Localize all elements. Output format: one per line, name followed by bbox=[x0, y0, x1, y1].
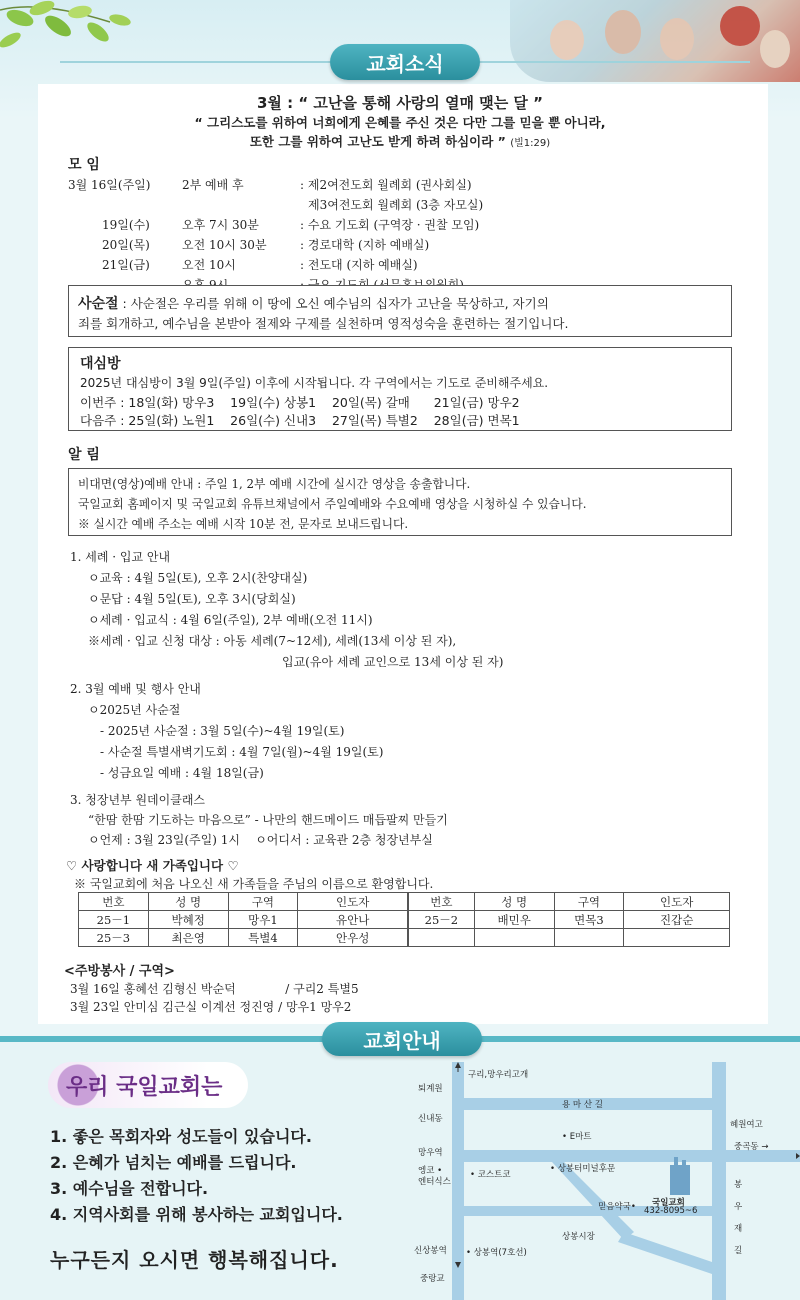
notice-2-line: - 2025년 사순절 : 3월 5일(수)~4월 19일(토) bbox=[100, 724, 345, 738]
guide-intro: 우리 국일교회는 bbox=[48, 1062, 248, 1108]
new-family-heading: ♡ 사랑합니다 새 가족입니다 ♡ bbox=[66, 858, 239, 873]
notice-2-title: 2. 3월 예배 및 행사 안내 bbox=[70, 682, 201, 696]
title-rule-right bbox=[480, 61, 750, 63]
map-label-sinsangbong: 신상봉역 bbox=[414, 1246, 447, 1256]
notices-heading: 알 림 bbox=[68, 447, 100, 463]
lent-line-1: 사순절 : 사순절은 우리를 위해 이 땅에 오신 예수님의 십자가 고난을 묵상하고, 자기의 bbox=[78, 296, 549, 312]
online-line-2: 국일교회 홈페이지 및 국일교회 유튜브채널에서 주일예배와 수요예배 영상을 시청하실 수 있습니다. bbox=[78, 497, 587, 511]
table-row: 25－2 배민우 면목3 진갑순 bbox=[409, 911, 730, 929]
notice-3-title: 3. 청장년부 원데이클래스 bbox=[70, 793, 205, 807]
map-label-guri: 구리,망우리고개 bbox=[468, 1070, 529, 1080]
notice-3-when: ㅇ언제 : 3월 23일(주일) 1시 ㅇ어디서 : 교육관 2층 청장년부실 bbox=[88, 833, 433, 847]
new-family-table-left bbox=[78, 892, 408, 947]
online-line-3: ※ 실시간 예배 주소는 예배 시작 10분 전, 문자로 보내드립니다. bbox=[78, 517, 409, 531]
notice-1-line: ㅇ문답 : 4월 5일(토), 오후 3시(당회실) bbox=[88, 592, 296, 606]
page-title: 교회소식 bbox=[330, 44, 480, 80]
theme-verse bbox=[0, 113, 800, 153]
notice-1-title: 1. 세례 · 입교 안내 bbox=[70, 550, 171, 564]
road-vertical-right bbox=[712, 1062, 726, 1300]
table-header: 번호 성 명 구역 인도자 bbox=[79, 893, 408, 911]
map-label-sangbong-station: • 상봉역(7호선) bbox=[466, 1248, 527, 1258]
map-label-yongmasan: 용 마 산 길 bbox=[562, 1100, 603, 1110]
visitation-heading: 대심방 bbox=[80, 356, 121, 372]
kitchen-heading: <주방봉사 / 구역> bbox=[64, 964, 175, 979]
lent-label: 사순절 bbox=[78, 296, 119, 312]
table-header: 번호 성 명 구역 인도자 bbox=[409, 893, 730, 911]
verse-reference: (빌1:29) bbox=[510, 138, 551, 149]
map-label-costco: • 코스트코 bbox=[470, 1170, 511, 1180]
visitation-intro: 2025년 대심방이 3월 9일(주일) 이후에 시작됩니다. 각 구역에서는 기도로 준비해주세요. bbox=[80, 376, 549, 390]
table-row: 25－3 최은영 특별4 안우성 bbox=[79, 929, 408, 947]
table-row bbox=[409, 929, 730, 947]
map-label-bongu: 봉 우 재 길 bbox=[734, 1180, 743, 1256]
welcome-message: 누구든지 오시면 행복해집니다. bbox=[50, 1248, 339, 1272]
notice-2-line: - 성금요일 예배 : 4월 18일(금) bbox=[100, 766, 264, 780]
kitchen-line-1: 3월 16일 홍혜선 김형신 박순덕 / 구리2 특별5 bbox=[70, 982, 359, 996]
guide-title: 교회안내 bbox=[322, 1022, 482, 1056]
leaves-decoration-icon bbox=[0, 0, 200, 60]
notice-1-line: 입교(유아 세례 교인으로 13세 이상 된 자) bbox=[282, 655, 504, 669]
map-label-sinnae: 신내동 bbox=[418, 1114, 443, 1124]
verse-line-2: 또한 그를 위하여 고난도 받게 하려 하심이라 ” (빌1:29) bbox=[249, 134, 551, 149]
table-row: 25－1 박혜정 망우1 유안나 bbox=[79, 911, 408, 929]
new-family-table-right bbox=[408, 892, 730, 947]
notice-1-line: ㅇ세례 · 입교식 : 4월 6일(주일), 2부 예배(오전 11시) bbox=[88, 613, 373, 627]
notice-3-subtitle: “한땀 한땀 기도하는 마음으로” - 나만의 핸드메이드 매듭팔찌 만들기 bbox=[88, 813, 448, 827]
guide-item-4: 4. 지역사회를 위해 봉사하는 교회입니다. bbox=[50, 1205, 343, 1224]
meetings-heading: 모 임 bbox=[68, 157, 100, 173]
map-label-terminal: • 상봉터미널후문 bbox=[550, 1164, 616, 1174]
guide-item-3: 3. 예수님을 전합니다. bbox=[50, 1179, 209, 1198]
visitation-next-week: 다음주 : 25일(화) 노원1 26일(수) 신내3 27일(목) 특별2 28일(금) 면목1 bbox=[80, 413, 520, 428]
map-label-pharmacy: 믿음약국• bbox=[598, 1202, 636, 1212]
verse-line-1: “ 그리스도를 위하여 너희에게 은혜를 주신 것은 다만 그를 믿을 뿐 아니라, bbox=[194, 115, 606, 130]
title-rule-left bbox=[60, 61, 330, 63]
new-family-sub: ※ 국일교회에 처음 나오신 새 가족들을 주님의 이름으로 환영합니다. bbox=[74, 877, 434, 891]
guide-item-1: 1. 좋은 목회자와 성도들이 있습니다. bbox=[50, 1127, 312, 1146]
choir-photo bbox=[510, 0, 800, 82]
map-label-junggok: 중곡동 → bbox=[734, 1142, 769, 1152]
map-label-mangu-station: 망우역 bbox=[418, 1148, 443, 1158]
map-label-church-phone: 432-8095~6 bbox=[644, 1206, 698, 1216]
notice-2-line: - 사순절 특별새벽기도회 : 4월 7일(월)~4월 19일(토) bbox=[100, 745, 384, 759]
notice-1-line: ㅇ교육 : 4월 5일(토), 오후 2시(찬양대실) bbox=[88, 571, 308, 585]
online-line-1: 비대면(영상)예배 안내 : 주일 1, 2부 예배 시간에 실시간 영상을 송출합니다. bbox=[78, 477, 471, 491]
map-label-church: 국일교회 bbox=[652, 1198, 685, 1208]
notice-1-line: ※세례 · 입교 신청 대상 : 아동 세례(7~12세), 세례(13세 이상 된 자), bbox=[88, 634, 457, 648]
kitchen-line-2: 3월 23일 안미심 김근실 이계선 정진영 / 망우1 망우2 bbox=[70, 1000, 352, 1014]
map-label-toegyewon: 퇴계원 bbox=[418, 1084, 443, 1094]
map-label-jungnang: 중랑교 bbox=[420, 1274, 445, 1284]
visitation-this-week: 이번주 : 18일(화) 망우3 19일(수) 상봉1 20일(목) 갈매 21일(금) 망우2 bbox=[80, 395, 520, 410]
location-map bbox=[412, 1062, 800, 1300]
map-label-enko: 엥코 • 엔터식스 bbox=[418, 1166, 451, 1187]
map-label-emart: • E마트 bbox=[562, 1132, 592, 1142]
road-diagonal-2 bbox=[618, 1232, 712, 1274]
guide-item-2: 2. 은혜가 넘치는 예배를 드립니다. bbox=[50, 1153, 297, 1172]
map-label-hyewon: 혜원여고 bbox=[730, 1120, 763, 1130]
notice-2-line: ㅇ2025년 사순절 bbox=[88, 703, 181, 717]
map-label-market: 상봉시장 bbox=[562, 1232, 595, 1242]
month-theme: 3월 : “ 고난을 통해 사랑의 열매 맺는 달 ” bbox=[256, 94, 543, 112]
lent-line-2: 죄를 회개하고, 예수님을 본받아 절제와 구제를 실천하며 영적성숙을 훈련하는 절기입니다. bbox=[78, 316, 569, 331]
